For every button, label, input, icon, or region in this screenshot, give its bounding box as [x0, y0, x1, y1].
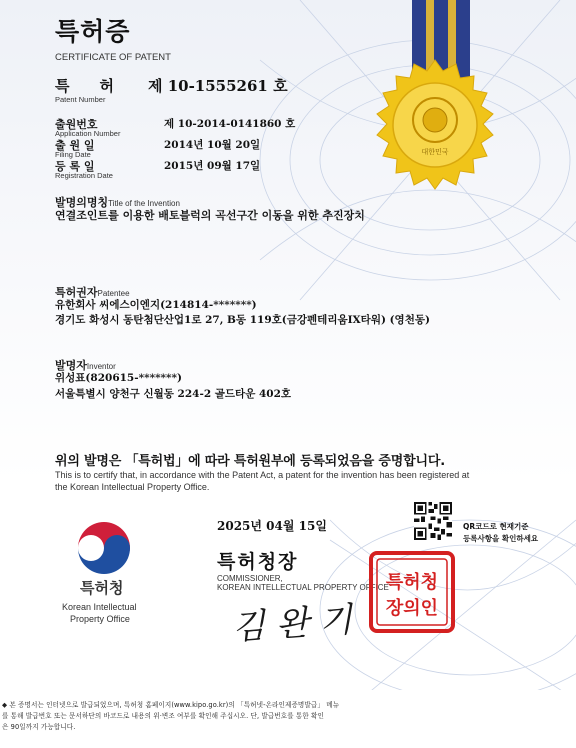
patentee-name: 유한회사 씨에스이엔지(214814-*******)	[55, 299, 257, 311]
patent-number-label: 특 허	[55, 77, 114, 95]
kipo-logo-icon	[70, 518, 138, 576]
office-logo-ko: 특허청	[80, 579, 124, 597]
inventor-label-en: Inventor	[86, 362, 116, 371]
certify-en-line1: This is to certify that, in accordance with the Patent Act, a patent for the invention has been registered at	[55, 470, 470, 480]
commissioner-en-line2: KOREAN INTELLECTUAL PROPERTY OFFICE	[217, 583, 389, 592]
filing-date-value: 2014년 10월 20일	[164, 139, 261, 151]
commissioner-signature: 김 완 기	[230, 599, 354, 649]
certify-en-line2: the Korean Intellectual Property Office.	[55, 482, 210, 492]
gold-seal	[368, 58, 502, 192]
patentee-address: 경기도 화성시 동탄첨단산업1로 27, B동 119호(금강펜테리움IX타워) (영천동)	[55, 314, 430, 326]
stamp-line1: 특허청	[385, 572, 439, 593]
registration-date-label: 등 록 일	[55, 160, 95, 173]
invention-label: 발명의명칭	[55, 196, 109, 209]
application-number-label: 출원번호	[55, 118, 98, 131]
office-logo-en-line1: Korean Intellectual	[62, 602, 137, 612]
registration-date-label-en: Registration Date	[55, 171, 113, 180]
seal-text: 대한민국	[421, 148, 449, 156]
issue-date: 2025년 04월 15일	[217, 519, 327, 533]
inventor-name: 위성표(820615-*******)	[55, 372, 182, 384]
certify-ko: 위의 발명은 「특허법」에 따라 특허원부에 등록되었음을 증명합니다.	[55, 454, 445, 469]
application-number-value: 제 10-2014-0141860 호	[164, 118, 296, 130]
page-subtitle: CERTIFICATE OF PATENT	[55, 52, 171, 63]
stamp-line2: 장의인	[385, 598, 439, 619]
registration-date-value: 2015년 09월 17일	[164, 160, 261, 172]
filing-date-label: 출 원 일	[55, 139, 95, 152]
patentee-label: 특허권자	[55, 286, 98, 299]
patent-number-label-en: Patent Number	[55, 95, 106, 104]
patentee-label-en: Patentee	[97, 289, 130, 298]
page-title: 특허증	[55, 17, 131, 46]
footer-line1: ◆ 본 증명서는 인터넷으로 발급되었으며, 특허청 홈페이지(www.kipo.go.kr)의 「특허넷-온라인제증명발급」 메뉴	[2, 701, 340, 709]
filing-date-label-en: Filing Date	[55, 150, 91, 159]
patent-number-value: 제 10-1555261 호	[148, 77, 288, 95]
office-logo-en-line2: Property Office	[70, 614, 130, 624]
qr-note-line1: QR코드로 현재기준	[463, 522, 529, 531]
commissioner-title: 특허청장	[217, 551, 299, 573]
qr-note-line2: 등록사항을 확인하세요	[463, 534, 539, 543]
application-number-label-en: Application Number	[55, 129, 121, 138]
invention-title: 연결조인트를 이용한 배토블럭의 곡선구간 이동을 위한 추진장치	[55, 209, 365, 222]
footer-line3: 은 90일까지 가능합니다.	[2, 723, 76, 731]
inventor-address: 서울특별시 양천구 신월동 224-2 골드타운 402호	[55, 388, 292, 400]
footer-line2: 를 통해 발급번호 또는 문서하단의 바코드로 내용의 위·변조 여부를 확인해 주십시오. 단, 발급번호를 통한 확인	[2, 712, 324, 720]
commissioner-en-line1: COMMISSIONER,	[217, 574, 283, 583]
inventor-label: 발명자	[55, 359, 87, 372]
official-stamp	[368, 550, 456, 634]
invention-label-en: Title of the Invention	[108, 199, 180, 208]
qr-code-icon	[414, 502, 452, 540]
